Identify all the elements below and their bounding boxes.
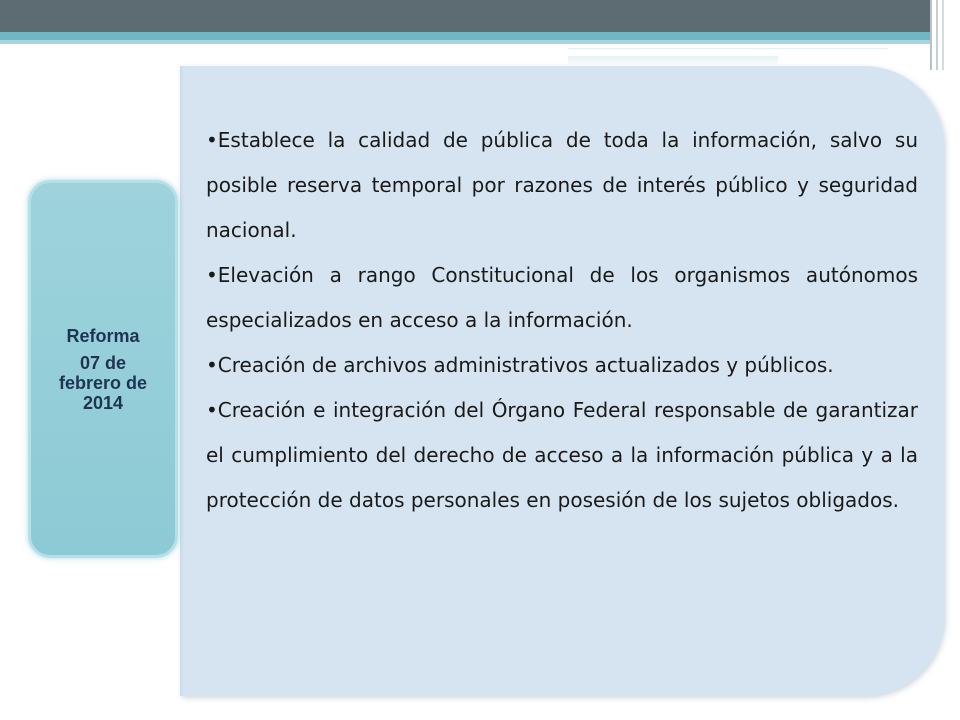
bullet-marker: • bbox=[206, 353, 218, 377]
content-panel bbox=[180, 66, 944, 696]
reform-label-box bbox=[28, 180, 178, 558]
bullet-text: Elevación a rango Constitucional de los organismos autónomos especializados en acceso a la información. bbox=[206, 263, 918, 332]
bullet-text: Creación de archivos administrativos actualizados y públicos. bbox=[217, 353, 834, 377]
bullet-marker: • bbox=[206, 398, 218, 422]
reform-label-date: 07 de febrero de 2014 bbox=[58, 352, 148, 413]
bullet-item-3 bbox=[206, 343, 918, 388]
bullet-item-1 bbox=[206, 118, 918, 253]
bullet-list bbox=[206, 118, 918, 523]
top-decorative-bar bbox=[0, 0, 960, 32]
bullet-marker: • bbox=[206, 263, 218, 287]
bullet-marker: • bbox=[206, 128, 218, 152]
teal-thin-band bbox=[0, 40, 960, 44]
bullet-item-2 bbox=[206, 253, 918, 343]
bullet-item-4 bbox=[206, 388, 918, 523]
right-decorative-stripes bbox=[930, 0, 960, 70]
white-accent-line bbox=[568, 48, 888, 52]
teal-band bbox=[0, 32, 960, 40]
reform-label-title: Reforma bbox=[66, 325, 140, 346]
band-fade bbox=[568, 56, 778, 66]
bullet-text: Establece la calidad de pública de toda la información, salvo su posible reserva temporal por razones de interés público y seguridad nacional. bbox=[206, 128, 918, 242]
bullet-text: Creación e integración del Órgano Federal responsable de garantizar el cumplimiento del derecho de acceso a la información pública y a la protección de datos personales en posesión de los sujetos obligados. bbox=[206, 398, 918, 512]
